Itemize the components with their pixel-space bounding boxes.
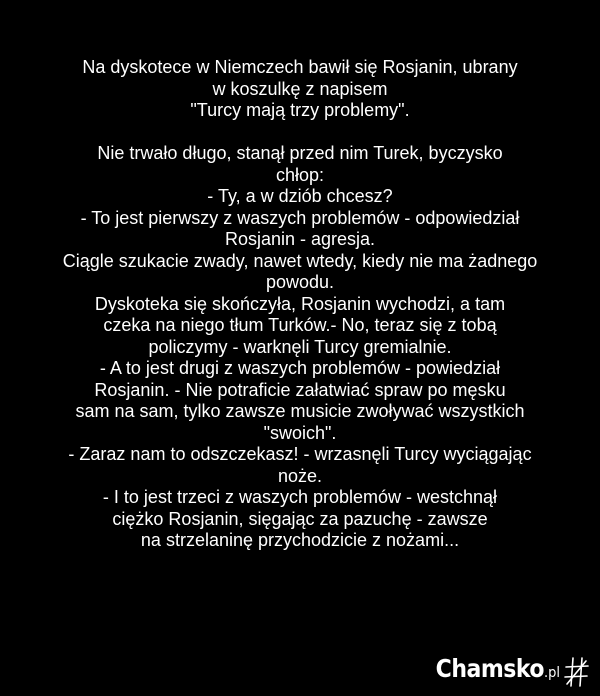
- story-line: - A to jest drugi z waszych problemów - powiedział: [99, 358, 501, 378]
- story-line: Rosjanin - agresja.: [224, 229, 376, 249]
- story-line: "swoich".: [263, 422, 337, 443]
- story-line: sam na sam, tylko zawsze musicie zwoływać wszystkich: [75, 401, 525, 421]
- story-line: "Turcy mają trzy problemy".: [190, 100, 410, 120]
- chamsko-watermark: [436, 656, 590, 688]
- story-line: noże.: [277, 465, 323, 486]
- story-line: w koszulkę z napisem: [212, 78, 388, 99]
- watermark-tld: .pl: [544, 664, 560, 682]
- story-text: [0, 57, 600, 552]
- hash-grid-icon: [564, 656, 590, 688]
- story-line: na strzelaninę przychodzicie z nożami...: [140, 530, 460, 550]
- story-line: - Ty, a w dziób chcesz?: [207, 186, 393, 206]
- story-line: ciężko Rosjanin, sięgając za pazuchę - zawsze: [112, 508, 488, 529]
- story-line: Ciągle szukacie zwady, nawet wtedy, kiedy nie ma żadnego: [62, 250, 538, 271]
- story-line: - To jest pierwszy z waszych problemów - odpowiedział: [80, 207, 520, 228]
- story-line: - I to jest trzeci z waszych problemów - westchnął: [102, 487, 498, 507]
- watermark-brand-name: Chamsko: [435, 655, 544, 684]
- story-line: - Zaraz nam to odszczekasz! - wrzasnęli Turcy wyciągając: [68, 444, 532, 464]
- story-line: Rosjanin. - Nie potraficie załatwiać spraw po męsku: [94, 379, 506, 400]
- story-line: Na dyskotece w Niemczech bawił się Rosjanin, ubrany: [82, 57, 518, 77]
- story-line: Dyskoteka się skończyła, Rosjanin wychodzi, a tam: [94, 293, 506, 314]
- story-line: policzymy - warknęli Turcy gremialnie.: [148, 336, 452, 357]
- story-line: chłop:: [275, 164, 325, 185]
- story-line: czeka na niego tłum Turków.- No, teraz się z tobą: [103, 315, 497, 335]
- story-line: Nie trwało długo, stanął przed nim Turek, byczysko: [97, 143, 503, 163]
- story-line-blank: [0, 122, 600, 144]
- story-line: powodu.: [265, 272, 335, 292]
- watermark-brand: [436, 656, 560, 688]
